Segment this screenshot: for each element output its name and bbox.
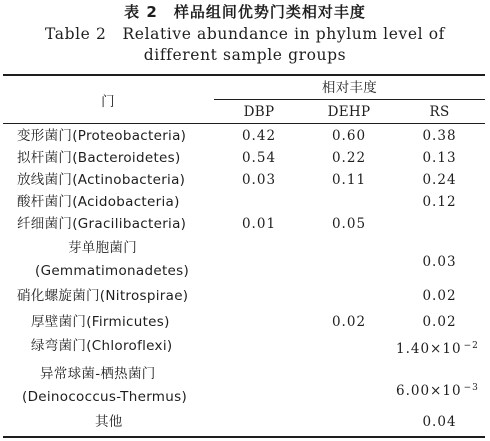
cell-dbp: 0.03 (241, 172, 277, 188)
row-phylum-name: 其他 (95, 414, 123, 430)
cell-rs: 0.38 (422, 128, 457, 144)
table-caption-cn: 表 2 样品组间优势门类相对丰度 (124, 3, 366, 21)
header-col-dbp: DBP (243, 104, 275, 120)
exponent: −3 (463, 383, 479, 393)
row-phylum-name: 放线菌门(Actinobacteria) (17, 172, 186, 188)
row-phylum-name: 厚壁菌门(Firmicutes) (31, 314, 170, 330)
cell-dehp: 0.22 (331, 150, 367, 166)
row-phylum-name: 纤细菌门(Gracilibacteria) (17, 216, 187, 232)
row-phylum-name-latin: (Deinococcus-Thermus) (22, 389, 188, 405)
header-phylum: 门 (101, 94, 115, 110)
table-mid-rule (3, 123, 485, 124)
cell-rs: 0.03 (422, 254, 457, 270)
table-bottom-rule (3, 436, 485, 438)
cell-rs: 0.13 (422, 150, 457, 166)
row-phylum-name: 绿弯菌门(Chloroflexi) (31, 338, 173, 354)
table-top-rule (3, 74, 485, 76)
cell-dehp: 0.05 (331, 216, 367, 232)
cell-rs: 1.40×10 $^{-2}$ (396, 341, 479, 357)
cell-rs: 0.04 (422, 414, 457, 430)
cell-dehp: 0.02 (331, 314, 367, 330)
cell-dbp: 0.54 (241, 150, 277, 166)
table-sub-rule (214, 99, 485, 100)
cell-rs: 0.12 (422, 194, 457, 210)
header-col-dehp: DEHP (327, 104, 371, 120)
row-phylum-name: 拟杆菌门(Bacteroidetes) (17, 150, 181, 166)
row-phylum-name: 芽单胞菌门 (68, 240, 137, 256)
cell-dbp: 0.01 (241, 216, 277, 232)
table-caption-en-line2: different sample groups (143, 46, 347, 64)
header-relative-abundance: 相对丰度 (321, 80, 378, 96)
cell-rs: 0.02 (422, 314, 457, 330)
table-caption-en-line1: Table 2 Relative abundance in phylum level of (45, 25, 445, 43)
cell-dbp: 0.42 (241, 128, 277, 144)
cell-dehp: 0.60 (331, 128, 367, 144)
row-phylum-name: 酸杆菌门(Acidobacteria) (17, 194, 180, 210)
cell-rs: 6.00×10 $^{-3}$ (396, 383, 479, 399)
header-col-rs: RS (429, 104, 450, 120)
row-phylum-name: 异常球菌-栖热菌门 (40, 366, 156, 382)
row-phylum-name: 变形菌门(Proteobacteria) (17, 128, 187, 144)
row-phylum-name-latin: (Gemmatimonadetes) (35, 263, 190, 279)
exponent: −2 (463, 341, 479, 351)
cell-dehp: 0.11 (331, 172, 367, 188)
cell-rs: 0.02 (422, 288, 457, 304)
row-phylum-name: 硝化螺旋菌门(Nitrospirae) (17, 288, 189, 304)
cell-rs: 0.24 (422, 172, 457, 188)
